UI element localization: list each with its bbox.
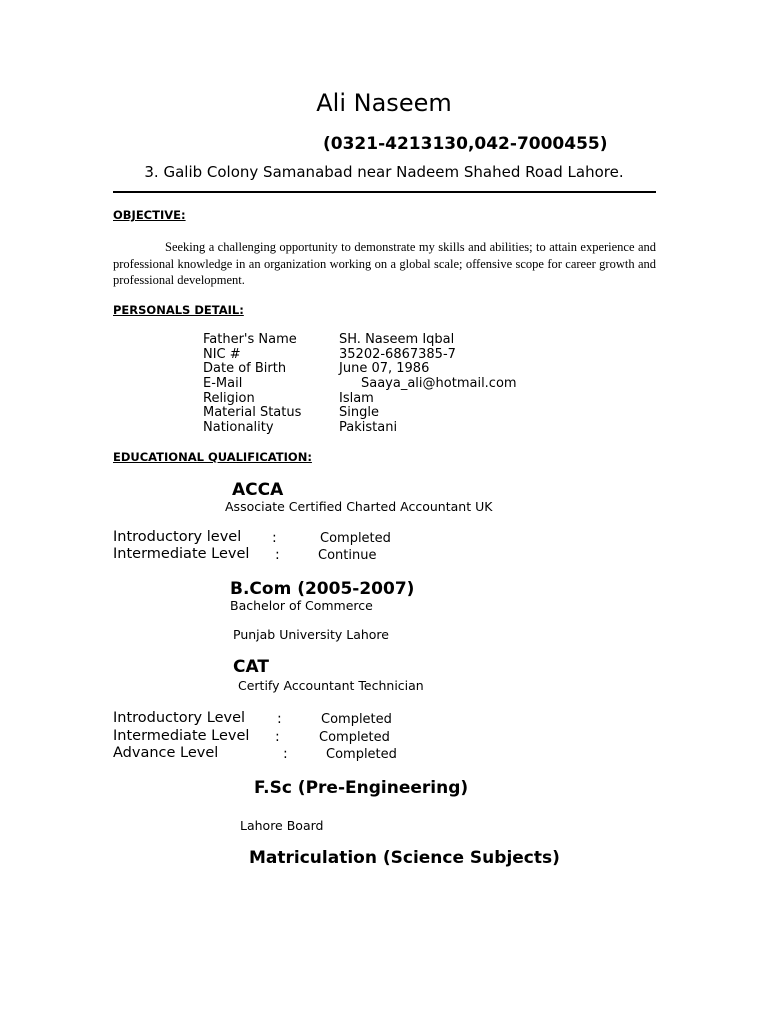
phone-numbers: (0321-4213130,042-7000455) bbox=[323, 134, 608, 154]
cat-intermediate-colon: : bbox=[275, 729, 280, 745]
education-heading: EDUCATIONAL QUALIFICATION: bbox=[113, 450, 312, 464]
address: 3. Galib Colony Samanabad near Nadeem Shahed Road Lahore. bbox=[144, 163, 624, 181]
cat-advance-colon: : bbox=[283, 746, 288, 762]
bcom-title: B.Com (2005-2007) bbox=[230, 579, 415, 599]
religion-value: Islam bbox=[339, 391, 374, 406]
marital-status-value: Single bbox=[339, 405, 379, 420]
father-name-value: SH. Naseem Iqbal bbox=[339, 332, 455, 347]
fsc-board: Lahore Board bbox=[240, 818, 324, 833]
bcom-institution: Punjab University Lahore bbox=[233, 627, 389, 642]
acca-introductory-label: Introductory level bbox=[113, 529, 242, 545]
nationality-label: Nationality bbox=[203, 420, 274, 435]
personal-detail-heading: PERSONALS DETAIL: bbox=[113, 303, 244, 317]
dob-label: Date of Birth bbox=[203, 361, 287, 376]
header-divider bbox=[113, 191, 656, 193]
acca-title: ACCA bbox=[232, 480, 284, 500]
acca-subtitle: Associate Certified Charted Accountant UK bbox=[225, 499, 493, 514]
email-label: E-Mail bbox=[203, 376, 243, 391]
acca-intermediate-label: Intermediate Level bbox=[113, 546, 250, 562]
email-value: Saaya_ali@hotmail.com bbox=[361, 376, 517, 391]
nic-value: 35202-6867385-7 bbox=[339, 347, 456, 362]
cat-introductory-colon: : bbox=[277, 711, 282, 727]
acca-intermediate-colon: : bbox=[275, 547, 280, 563]
matriculation-title: Matriculation (Science Subjects) bbox=[249, 848, 560, 868]
cat-introductory-label: Introductory Level bbox=[113, 710, 246, 726]
nationality-value: Pakistani bbox=[339, 420, 398, 435]
nic-label: NIC # bbox=[203, 347, 241, 362]
cat-advance-status: Completed bbox=[326, 747, 397, 762]
objective-text: Seeking a challenging opportunity to demonstrate my skills and abilities; to attain experience and professional knowledge in an organization working on a global scale; offensive scope for career growth and professional development. bbox=[113, 240, 656, 287]
cat-intermediate-label: Intermediate Level bbox=[113, 728, 250, 744]
acca-introductory-colon: : bbox=[272, 530, 277, 546]
cat-intermediate-status: Completed bbox=[319, 730, 390, 745]
candidate-name: Ali Naseem bbox=[316, 89, 452, 117]
father-name-label: Father's Name bbox=[203, 332, 297, 347]
cat-advance-label: Advance Level bbox=[113, 745, 219, 761]
dob-value: June 07, 1986 bbox=[339, 361, 430, 376]
cat-introductory-status: Completed bbox=[321, 712, 392, 727]
religion-label: Religion bbox=[203, 391, 255, 406]
acca-introductory-status: Completed bbox=[320, 531, 391, 546]
cat-title: CAT bbox=[233, 657, 269, 677]
acca-intermediate-status: Continue bbox=[318, 548, 377, 563]
bcom-subtitle: Bachelor of Commerce bbox=[230, 598, 373, 613]
objective-heading: OBJECTIVE: bbox=[113, 208, 186, 222]
marital-status-label: Material Status bbox=[203, 405, 302, 420]
cat-subtitle: Certify Accountant Technician bbox=[238, 678, 424, 693]
fsc-title: F.Sc (Pre-Engineering) bbox=[254, 778, 469, 798]
